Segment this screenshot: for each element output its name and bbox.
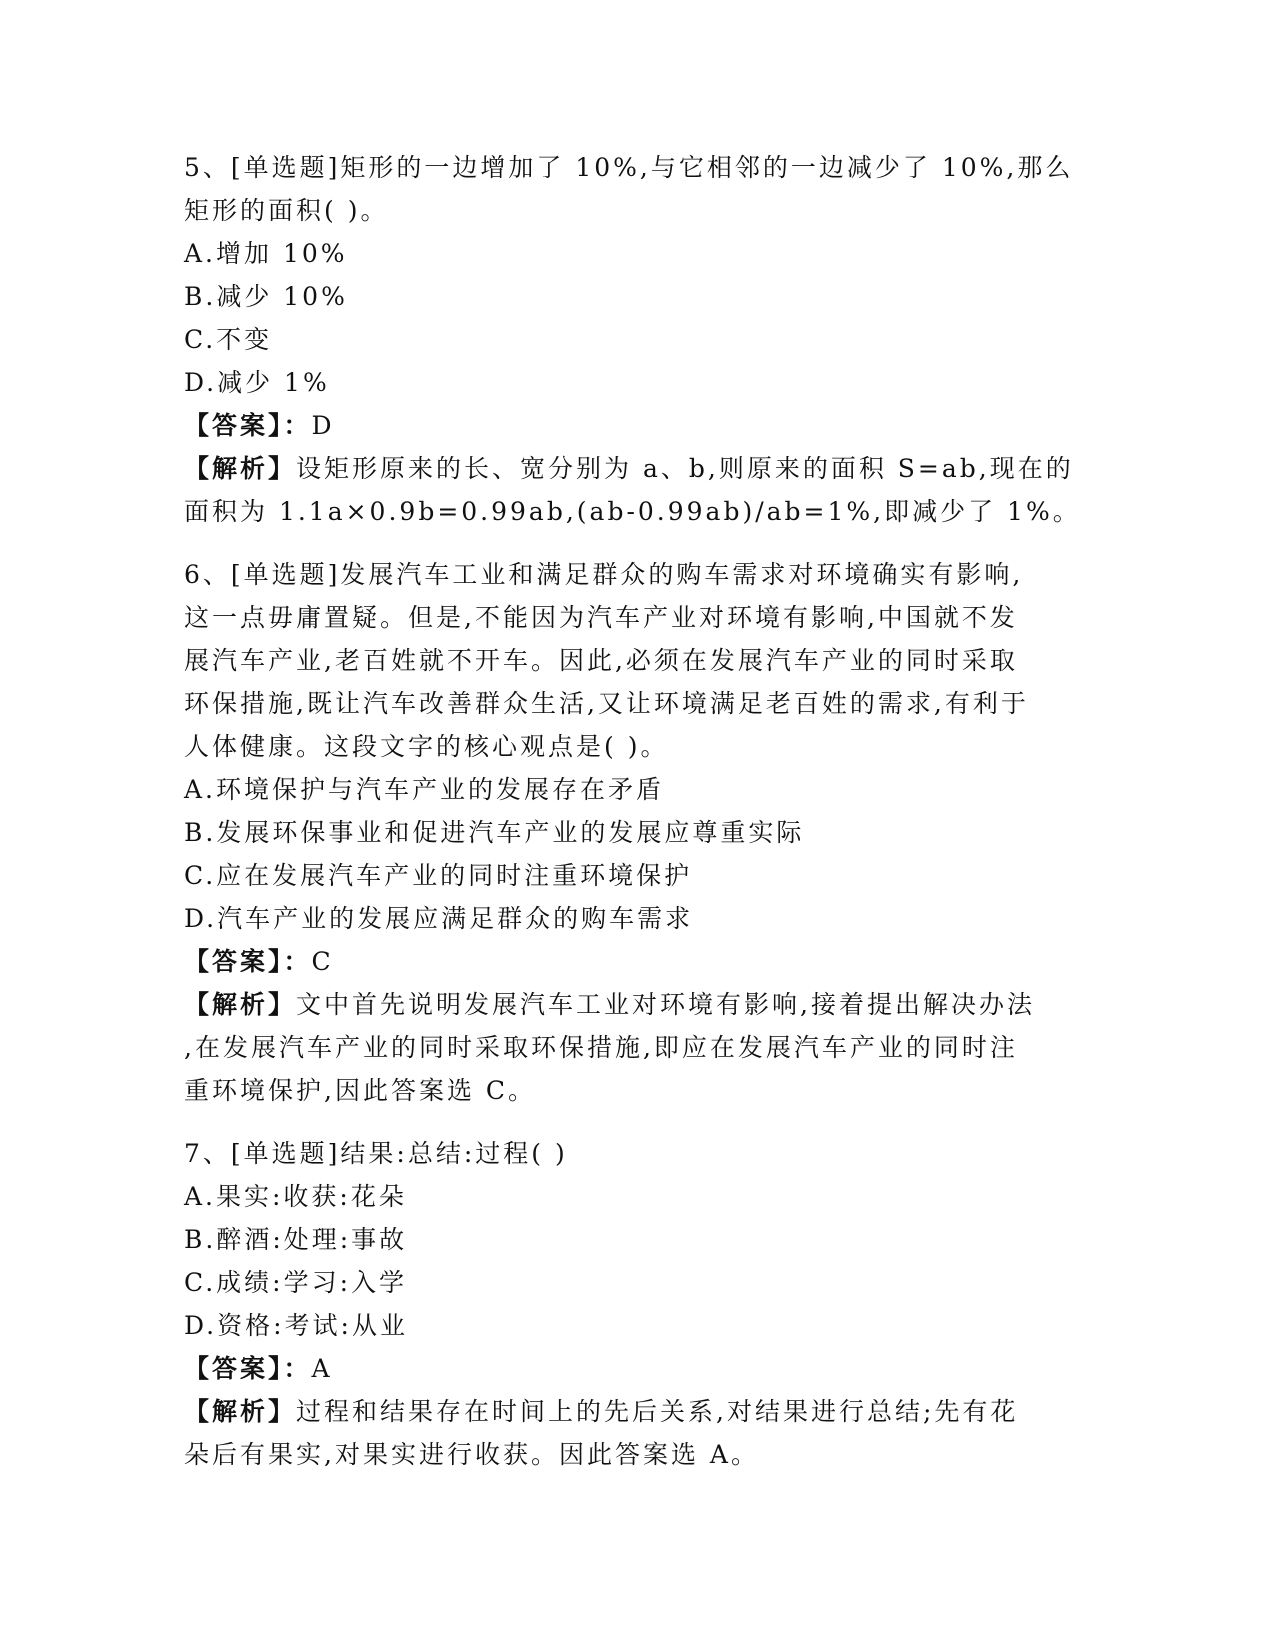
answer-value: A bbox=[311, 1354, 333, 1383]
question-5 bbox=[184, 146, 1084, 533]
option-c: C.应在发展汽车产业的同时注重环境保护 bbox=[184, 861, 693, 890]
option-a: A.增加 10% bbox=[184, 239, 348, 268]
analysis-line bbox=[184, 447, 1084, 490]
answer-label: 【答案】： bbox=[184, 1354, 312, 1383]
question-stem: 环保措施,既让汽车改善群众生活,又让环境满足老百姓的需求,有利于 bbox=[184, 689, 1029, 718]
answer-label: 【答案】： bbox=[184, 411, 312, 440]
analysis-text: 文中首先说明发展汽车工业对环境有影响,接着提出解决办法 bbox=[296, 990, 1035, 1019]
analysis-text: 设矩形原来的长、宽分别为 a、b,则原来的面积 S=ab,现在的 bbox=[296, 454, 1074, 483]
analysis-text: 面积为 1.1a×0.9b=0.99ab,(ab-0.99ab)/ab=1%,即减少了 1%。 bbox=[184, 497, 1081, 526]
analysis-label: 【解析】 bbox=[184, 990, 297, 1019]
question-stem: 展汽车产业,老百姓就不开车。因此,必须在发展汽车产业的同时采取 bbox=[184, 646, 1018, 675]
option-c: C.成绩:学习:入学 bbox=[184, 1268, 408, 1297]
answer-line bbox=[184, 1347, 1084, 1390]
question-stem: 6、[单选题]发展汽车工业和满足群众的购车需求对环境确实有影响, bbox=[184, 560, 1024, 589]
option-a: A.环境保护与汽车产业的发展存在矛盾 bbox=[184, 775, 665, 804]
option-b: B.减少 10% bbox=[184, 282, 348, 311]
option-d: D.汽车产业的发展应满足群众的购车需求 bbox=[184, 904, 694, 933]
option-d: D.减少 1% bbox=[184, 368, 330, 397]
option-b: B.发展环保事业和促进汽车产业的发展应尊重实际 bbox=[184, 818, 805, 847]
question-stem: 7、[单选题]结果:总结:过程( ) bbox=[184, 1139, 568, 1168]
option-a: A.果实:收获:花朵 bbox=[184, 1182, 407, 1211]
analysis-text: ,在发展汽车产业的同时采取环保措施,即应在发展汽车产业的同时注 bbox=[184, 1033, 1018, 1062]
analysis-text: 朵后有果实,对果实进行收获。因此答案选 A。 bbox=[184, 1440, 759, 1469]
option-b: B.醉酒:处理:事故 bbox=[184, 1225, 408, 1254]
question-7 bbox=[184, 1132, 1084, 1476]
question-6 bbox=[184, 553, 1084, 1112]
question-stem: 矩形的面积( )。 bbox=[184, 196, 389, 225]
analysis-line bbox=[184, 1390, 1084, 1433]
option-d: D.资格:考试:从业 bbox=[184, 1311, 408, 1340]
analysis-label: 【解析】 bbox=[184, 1397, 297, 1426]
answer-label: 【答案】： bbox=[184, 947, 312, 976]
document-page bbox=[184, 146, 1084, 1496]
answer-value: D bbox=[311, 411, 335, 440]
answer-value: C bbox=[311, 947, 334, 976]
question-stem: 这一点毋庸置疑。但是,不能因为汽车产业对环境有影响,中国就不发 bbox=[184, 603, 1018, 632]
answer-line bbox=[184, 940, 1084, 983]
analysis-text: 过程和结果存在时间上的先后关系,对结果进行总结;先有花 bbox=[296, 1397, 1019, 1426]
option-c: C.不变 bbox=[184, 325, 273, 354]
answer-line bbox=[184, 404, 1084, 447]
analysis-line bbox=[184, 983, 1084, 1026]
analysis-label: 【解析】 bbox=[184, 454, 297, 483]
analysis-text: 重环境保护,因此答案选 C。 bbox=[184, 1076, 537, 1105]
question-stem: 5、[单选题]矩形的一边增加了 10%,与它相邻的一边减少了 10%,那么 bbox=[184, 153, 1074, 182]
question-stem: 人体健康。这段文字的核心观点是( )。 bbox=[184, 732, 669, 761]
